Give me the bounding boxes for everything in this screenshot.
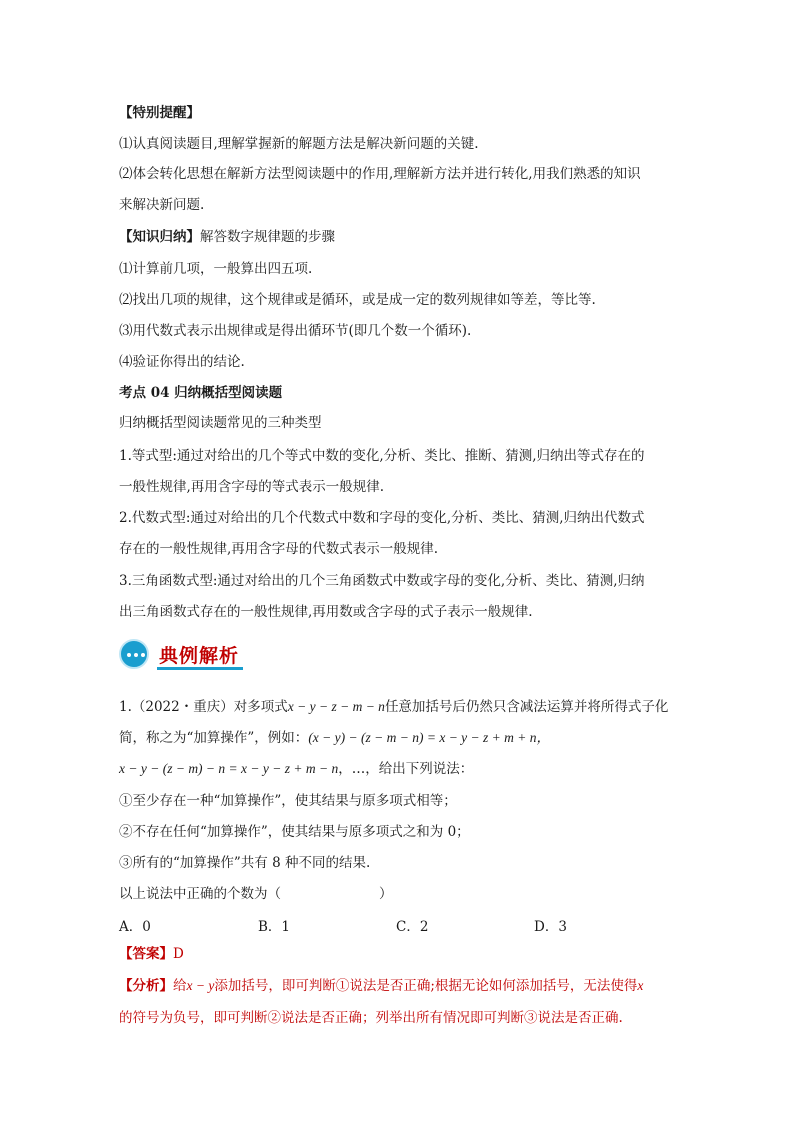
polynomial-expression: x − y − z − m − n xyxy=(287,699,385,714)
tip-item-2-cont: 来解决新问题. xyxy=(119,197,205,213)
answer-line xyxy=(119,945,184,963)
banner-underline xyxy=(157,667,243,670)
section-type-1: 1.等式型:通过对给出的几个等式中数的变化,分析、类比、推断、猜测,归纳出等式存在的 xyxy=(119,448,645,464)
analysis-label: 【分析】 xyxy=(119,978,173,994)
analysis-line-1 xyxy=(119,977,643,995)
option-c[interactable]: C．2 xyxy=(396,919,429,935)
tip-item-1: ⑴认真阅读题目,理解掌握新的解题方法是解决新问题的关键. xyxy=(119,136,479,152)
question-line xyxy=(119,885,393,903)
induction-step-4: ⑷验证你得出的结论. xyxy=(119,354,245,370)
tip-item-2: ⑵体会转化思想在解新方法型阅读题中的作用,理解新方法并进行转化,用我们熟悉的知识 xyxy=(119,166,641,182)
analysis-variable: x xyxy=(637,978,644,993)
analysis-expression: x − y xyxy=(186,978,215,993)
section-intro: 归纳概括型阅读题常见的三种类型 xyxy=(119,415,322,431)
answer-label: 【答案】 xyxy=(119,946,173,962)
induction-step-2: ⑵找出几项的规律，这个规律或是循环，或是成一定的数列规律如等差，等比等. xyxy=(119,292,596,308)
example-line-1-suffix: 任意加括号后仍然只含减法运算并将所得式子化 xyxy=(384,699,669,715)
analysis-text-a: 给 xyxy=(173,978,187,994)
section-type-1-cont: 一般性规律,再用含字母的等式表示一般规律. xyxy=(119,479,385,495)
example-line-3 xyxy=(119,760,473,778)
example-line-1 xyxy=(119,698,668,716)
question-text: 以上说法中正确的个数为（ xyxy=(119,886,281,902)
answer-value: D xyxy=(173,946,184,962)
section-title: 考点 04 归纳概括型阅读题 xyxy=(119,385,283,401)
ellipsis-circle-icon xyxy=(119,639,149,669)
example-banner xyxy=(119,637,249,675)
example-line-1-prefix: 1.（2022・重庆）对多项式 xyxy=(119,699,288,715)
option-b[interactable]: B．1 xyxy=(258,919,291,935)
statement-3: ③所有的“加算操作”共有 8 种不同的结果. xyxy=(119,855,371,871)
section-type-3: 3.三角函数式型:通过对给出的几个三角函数式中数或字母的变化,分析、类比、猜测,归纳 xyxy=(119,573,645,589)
statement-2: ②不存在任何“加算操作”，使其结果与原多项式之和为 0； xyxy=(119,824,470,840)
induction-step-1: ⑴计算前几项，一般算出四五项. xyxy=(119,261,313,277)
example-expression-1: (x − y) − (z − m − n) = x − y − z + m + n， xyxy=(308,730,551,745)
tip-heading: 【特别提醒】 xyxy=(119,105,200,121)
induction-heading-rest: 解答数字规律题的步骤 xyxy=(200,229,335,245)
option-d[interactable]: D．3 xyxy=(534,919,567,935)
example-line-2 xyxy=(119,729,550,747)
question-close: ） xyxy=(379,886,393,902)
induction-heading: 【知识归纳】 xyxy=(119,229,200,245)
induction-heading-row xyxy=(119,228,335,246)
induction-step-3: ⑶用代数式表示出规律或是得出循环节(即几个数一个循环). xyxy=(119,323,472,339)
statement-1: ①至少存在一种“加算操作”，使其结果与原多项式相等； xyxy=(119,793,457,809)
analysis-line-2: 的符号为负号，即可判断②说法是否正确；列举出所有情况即可判断③说法是否正确. xyxy=(119,1010,623,1026)
banner-title: 典例解析 xyxy=(159,645,240,667)
section-type-3-cont: 出三角函数式存在的一般性规律,再用数或含字母的式子表示一般规律. xyxy=(119,604,533,620)
analysis-text-b: 添加括号，即可判断①说法是否正确;根据无论如何添加括号，无法使得 xyxy=(214,978,638,994)
option-a[interactable]: A．0 xyxy=(119,919,151,935)
answer-options xyxy=(119,915,679,933)
example-expression-2: x − y − (z − m) − n = x − y − z + m − n xyxy=(119,761,339,776)
section-type-2-cont: 存在的一般性规律,再用含字母的代数式表示一般规律. xyxy=(119,541,439,557)
section-type-2: 2.代数式型:通过对给出的几个代数式中数和字母的变化,分析、类比、猜测,归纳出代数式 xyxy=(119,510,645,526)
example-line-2-prefix: 简，称之为“加算操作”，例如： xyxy=(119,730,309,746)
example-line-3-suffix: ，…，给出下列说法： xyxy=(338,761,474,777)
